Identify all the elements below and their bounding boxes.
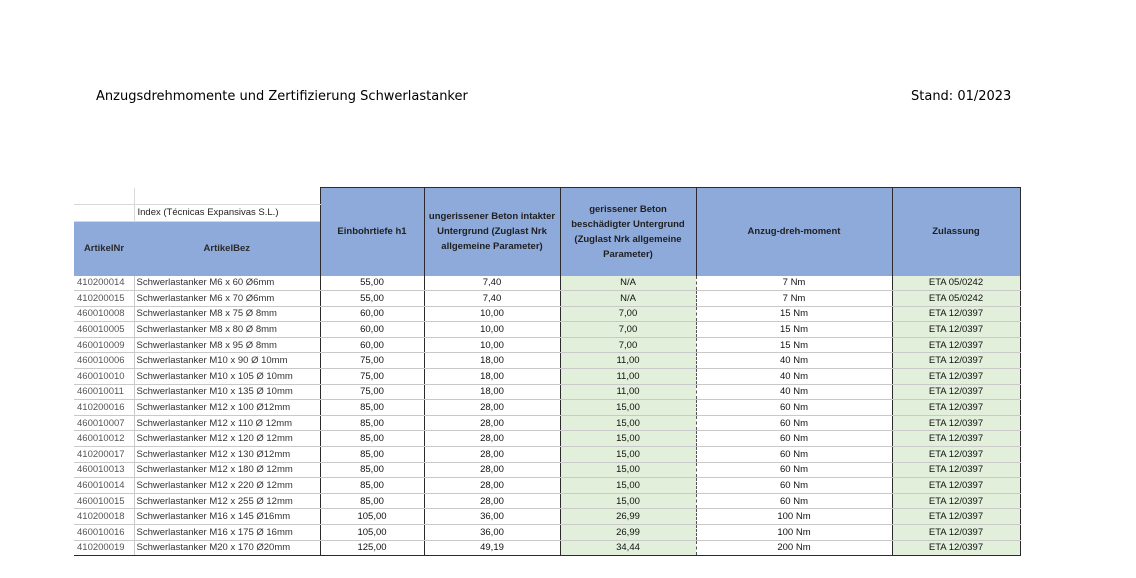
table-row bbox=[74, 291, 1020, 307]
cell-anzug: 200 Nm bbox=[696, 540, 892, 556]
cell-gerissen: 15,00 bbox=[560, 447, 696, 463]
cell-artikelbez: Schwerlastanker M8 x 95 Ø 8mm bbox=[134, 337, 320, 353]
cell-zulassung: ETA 12/0397 bbox=[892, 462, 1020, 478]
cell-gerissen: 7,00 bbox=[560, 322, 696, 338]
cell-artikelbez: Schwerlastanker M10 x 90 Ø 10mm bbox=[134, 353, 320, 369]
cell-ungerissen: 49,19 bbox=[424, 540, 560, 556]
cell-gerissen: 15,00 bbox=[560, 493, 696, 509]
cell-gerissen: 15,00 bbox=[560, 415, 696, 431]
cell-artikelnr: 460010005 bbox=[74, 322, 134, 338]
cell-gerissen: 34,44 bbox=[560, 540, 696, 556]
header-ungerissen: ungerissener Beton intakter Untergrund (Zuglast Nrk allgemeine Parameter) bbox=[424, 188, 560, 276]
cell-artikelnr: 460010008 bbox=[74, 306, 134, 322]
cell-zulassung: ETA 12/0397 bbox=[892, 384, 1020, 400]
cell-gerissen: 11,00 bbox=[560, 384, 696, 400]
cell-einbohrtiefe: 60,00 bbox=[320, 306, 424, 322]
cell-ungerissen: 10,00 bbox=[424, 337, 560, 353]
torque-table bbox=[74, 187, 1021, 556]
cell-zulassung: ETA 05/0242 bbox=[892, 276, 1020, 291]
cell-einbohrtiefe: 75,00 bbox=[320, 369, 424, 385]
cell-einbohrtiefe: 125,00 bbox=[320, 540, 424, 556]
cell-zulassung: ETA 12/0397 bbox=[892, 400, 1020, 416]
cell-anzug: 7 Nm bbox=[696, 276, 892, 291]
cell-artikelnr: 460010011 bbox=[74, 384, 134, 400]
cell-einbohrtiefe: 105,00 bbox=[320, 509, 424, 525]
cell-gerissen: 7,00 bbox=[560, 306, 696, 322]
cell-zulassung: ETA 05/0242 bbox=[892, 291, 1020, 307]
cell-gerissen: N/A bbox=[560, 291, 696, 307]
table-row bbox=[74, 431, 1020, 447]
cell-einbohrtiefe: 85,00 bbox=[320, 400, 424, 416]
table-row bbox=[74, 353, 1020, 369]
cell-ungerissen: 28,00 bbox=[424, 478, 560, 494]
cell-artikelbez: Schwerlastanker M8 x 80 Ø 8mm bbox=[134, 322, 320, 338]
table-row bbox=[74, 400, 1020, 416]
cell-anzug: 7 Nm bbox=[696, 291, 892, 307]
cell-zulassung: ETA 12/0397 bbox=[892, 353, 1020, 369]
cell-artikelbez: Schwerlastanker M10 x 135 Ø 10mm bbox=[134, 384, 320, 400]
cell-zulassung: ETA 12/0397 bbox=[892, 415, 1020, 431]
cell-ungerissen: 7,40 bbox=[424, 276, 560, 291]
cell-zulassung: ETA 12/0397 bbox=[892, 369, 1020, 385]
cell-artikelnr: 410200019 bbox=[74, 540, 134, 556]
cell-artikelbez: Schwerlastanker M8 x 75 Ø 8mm bbox=[134, 306, 320, 322]
cell-artikelbez: Schwerlastanker M16 x 145 Ø16mm bbox=[134, 509, 320, 525]
cell-ungerissen: 10,00 bbox=[424, 306, 560, 322]
table-row bbox=[74, 447, 1020, 463]
cell-artikelnr: 410200014 bbox=[74, 276, 134, 291]
cell-artikelnr: 460010016 bbox=[74, 525, 134, 541]
cell-anzug: 60 Nm bbox=[696, 462, 892, 478]
cell-ungerissen: 36,00 bbox=[424, 509, 560, 525]
table-row bbox=[74, 540, 1020, 556]
cell-ungerissen: 18,00 bbox=[424, 353, 560, 369]
cell-anzug: 15 Nm bbox=[696, 306, 892, 322]
cell-zulassung: ETA 12/0397 bbox=[892, 478, 1020, 494]
cell-artikelnr: 460010006 bbox=[74, 353, 134, 369]
cell-ungerissen: 28,00 bbox=[424, 493, 560, 509]
header-artikelbez: ArtikelBez bbox=[134, 221, 320, 276]
cell-anzug: 100 Nm bbox=[696, 509, 892, 525]
cell-artikelbez: Schwerlastanker M12 x 100 Ø12mm bbox=[134, 400, 320, 416]
cell-einbohrtiefe: 85,00 bbox=[320, 431, 424, 447]
cell-gerissen: N/A bbox=[560, 276, 696, 291]
cell-gerissen: 26,99 bbox=[560, 525, 696, 541]
cell-artikelbez: Schwerlastanker M6 x 70 Ø6mm bbox=[134, 291, 320, 307]
cell-anzug: 40 Nm bbox=[696, 353, 892, 369]
cell-ungerissen: 7,40 bbox=[424, 291, 560, 307]
cell-anzug: 15 Nm bbox=[696, 322, 892, 338]
cell-artikelnr: 460010014 bbox=[74, 478, 134, 494]
cell-artikelnr: 410200017 bbox=[74, 447, 134, 463]
header-zulassung: Zulassung bbox=[892, 188, 1020, 276]
cell-einbohrtiefe: 85,00 bbox=[320, 478, 424, 494]
header-anzug: Anzug-dreh-moment bbox=[696, 188, 892, 276]
cell-ungerissen: 18,00 bbox=[424, 369, 560, 385]
header-blank-cell bbox=[134, 188, 320, 205]
cell-einbohrtiefe: 75,00 bbox=[320, 353, 424, 369]
cell-anzug: 100 Nm bbox=[696, 525, 892, 541]
cell-artikelnr: 460010007 bbox=[74, 415, 134, 431]
table-row bbox=[74, 276, 1020, 291]
cell-einbohrtiefe: 85,00 bbox=[320, 447, 424, 463]
cell-ungerissen: 10,00 bbox=[424, 322, 560, 338]
cell-einbohrtiefe: 85,00 bbox=[320, 462, 424, 478]
cell-artikelbez: Schwerlastanker M12 x 130 Ø12mm bbox=[134, 447, 320, 463]
cell-artikelbez: Schwerlastanker M16 x 175 Ø 16mm bbox=[134, 525, 320, 541]
cell-anzug: 60 Nm bbox=[696, 478, 892, 494]
cell-artikelbez: Schwerlastanker M12 x 180 Ø 12mm bbox=[134, 462, 320, 478]
cell-ungerissen: 28,00 bbox=[424, 415, 560, 431]
cell-zulassung: ETA 12/0397 bbox=[892, 337, 1020, 353]
cell-ungerissen: 36,00 bbox=[424, 525, 560, 541]
header-gerissen: gerissener Beton beschädigter Untergrund (Zuglast Nrk allgemeine Parameter) bbox=[560, 188, 696, 276]
cell-anzug: 15 Nm bbox=[696, 337, 892, 353]
header-row-top bbox=[74, 188, 1020, 205]
table-row bbox=[74, 369, 1020, 385]
cell-artikelbez: Schwerlastanker M12 x 110 Ø 12mm bbox=[134, 415, 320, 431]
cell-einbohrtiefe: 55,00 bbox=[320, 291, 424, 307]
cell-gerissen: 11,00 bbox=[560, 369, 696, 385]
table-row bbox=[74, 384, 1020, 400]
cell-anzug: 60 Nm bbox=[696, 415, 892, 431]
cell-anzug: 60 Nm bbox=[696, 493, 892, 509]
cell-gerissen: 15,00 bbox=[560, 431, 696, 447]
cell-anzug: 40 Nm bbox=[696, 369, 892, 385]
cell-zulassung: ETA 12/0397 bbox=[892, 540, 1020, 556]
cell-ungerissen: 28,00 bbox=[424, 400, 560, 416]
cell-artikelnr: 460010015 bbox=[74, 493, 134, 509]
cell-zulassung: ETA 12/0397 bbox=[892, 306, 1020, 322]
table-row bbox=[74, 322, 1020, 338]
cell-anzug: 60 Nm bbox=[696, 400, 892, 416]
cell-ungerissen: 18,00 bbox=[424, 384, 560, 400]
header-blank-cell bbox=[74, 204, 134, 221]
cell-zulassung: ETA 12/0397 bbox=[892, 525, 1020, 541]
cell-artikelnr: 410200015 bbox=[74, 291, 134, 307]
cell-gerissen: 26,99 bbox=[560, 509, 696, 525]
document-stand-date: Stand: 01/2023 bbox=[911, 89, 1012, 104]
cell-einbohrtiefe: 85,00 bbox=[320, 493, 424, 509]
cell-gerissen: 11,00 bbox=[560, 353, 696, 369]
cell-gerissen: 7,00 bbox=[560, 337, 696, 353]
table-row bbox=[74, 462, 1020, 478]
cell-artikelnr: 410200018 bbox=[74, 509, 134, 525]
cell-artikelnr: 460010010 bbox=[74, 369, 134, 385]
cell-einbohrtiefe: 75,00 bbox=[320, 384, 424, 400]
cell-zulassung: ETA 12/0397 bbox=[892, 431, 1020, 447]
cell-ungerissen: 28,00 bbox=[424, 447, 560, 463]
cell-artikelnr: 410200016 bbox=[74, 400, 134, 416]
cell-gerissen: 15,00 bbox=[560, 478, 696, 494]
cell-artikelbez: Schwerlastanker M20 x 170 Ø20mm bbox=[134, 540, 320, 556]
cell-zulassung: ETA 12/0397 bbox=[892, 447, 1020, 463]
index-note: Index (Técnicas Expansivas S.L.) bbox=[134, 204, 320, 221]
cell-zulassung: ETA 12/0397 bbox=[892, 509, 1020, 525]
cell-ungerissen: 28,00 bbox=[424, 462, 560, 478]
cell-ungerissen: 28,00 bbox=[424, 431, 560, 447]
header-einbohrtiefe: Einbohrtiefe h1 bbox=[320, 188, 424, 276]
cell-gerissen: 15,00 bbox=[560, 400, 696, 416]
cell-zulassung: ETA 12/0397 bbox=[892, 322, 1020, 338]
cell-zulassung: ETA 12/0397 bbox=[892, 493, 1020, 509]
cell-einbohrtiefe: 60,00 bbox=[320, 322, 424, 338]
cell-artikelbez: Schwerlastanker M6 x 60 Ø6mm bbox=[134, 276, 320, 291]
table-row bbox=[74, 306, 1020, 322]
cell-artikelbez: Schwerlastanker M12 x 220 Ø 12mm bbox=[134, 478, 320, 494]
cell-einbohrtiefe: 85,00 bbox=[320, 415, 424, 431]
cell-artikelbez: Schwerlastanker M12 x 120 Ø 12mm bbox=[134, 431, 320, 447]
cell-anzug: 60 Nm bbox=[696, 447, 892, 463]
header-blank-cell bbox=[74, 188, 134, 205]
table-row bbox=[74, 509, 1020, 525]
cell-artikelbez: Schwerlastanker M10 x 105 Ø 10mm bbox=[134, 369, 320, 385]
cell-anzug: 60 Nm bbox=[696, 431, 892, 447]
cell-artikelbez: Schwerlastanker M12 x 255 Ø 12mm bbox=[134, 493, 320, 509]
table-row bbox=[74, 525, 1020, 541]
cell-einbohrtiefe: 60,00 bbox=[320, 337, 424, 353]
cell-einbohrtiefe: 105,00 bbox=[320, 525, 424, 541]
table-row bbox=[74, 493, 1020, 509]
cell-anzug: 40 Nm bbox=[696, 384, 892, 400]
cell-artikelnr: 460010012 bbox=[74, 431, 134, 447]
table-row bbox=[74, 337, 1020, 353]
table-row bbox=[74, 415, 1020, 431]
cell-einbohrtiefe: 55,00 bbox=[320, 276, 424, 291]
document-title: Anzugsdrehmomente und Zertifizierung Schwerlastanker bbox=[96, 89, 468, 104]
cell-artikelnr: 460010009 bbox=[74, 337, 134, 353]
cell-artikelnr: 460010013 bbox=[74, 462, 134, 478]
cell-gerissen: 15,00 bbox=[560, 462, 696, 478]
table-row bbox=[74, 478, 1020, 494]
header-artikelnr: ArtikelNr bbox=[74, 221, 134, 276]
